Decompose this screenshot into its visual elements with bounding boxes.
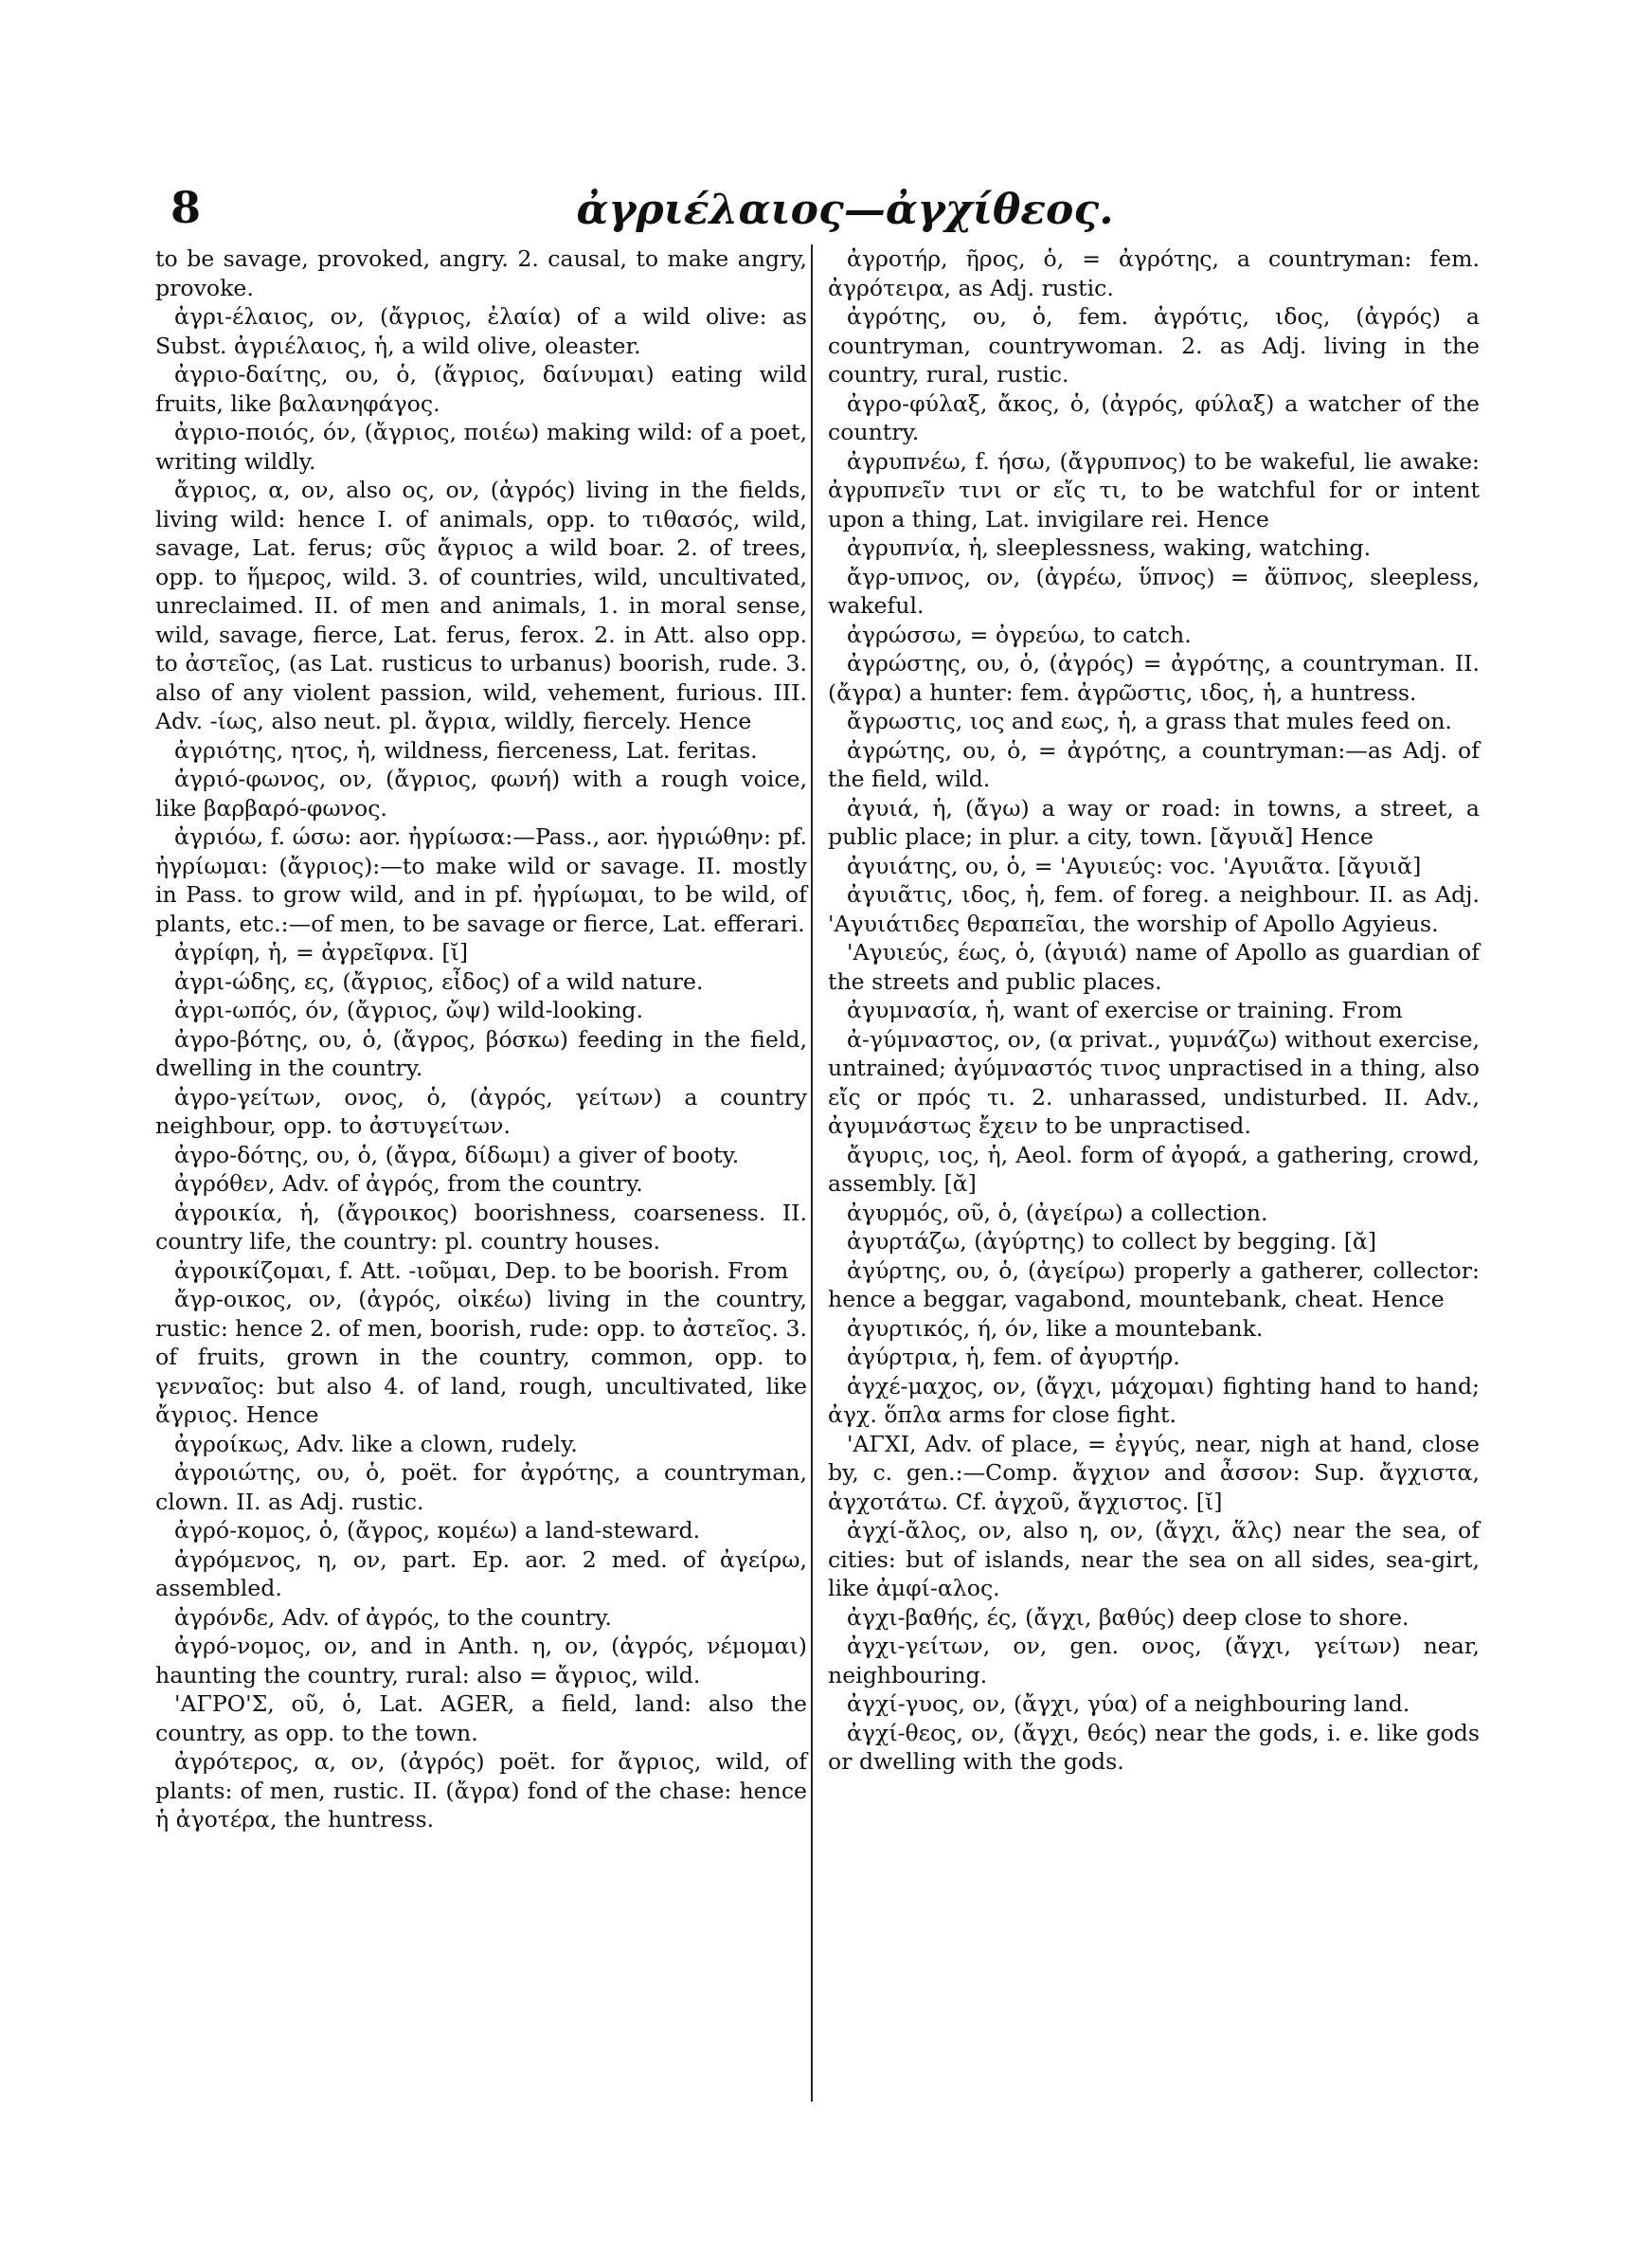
dictionary-entry: ἀγχι-βαθής, ές, (ἄγχι, βαθύς) deep close to shore.: [847, 1603, 1410, 1631]
dictionary-entry: ἀγρο-βότης, ου, ὁ, (ἄγρος, βόσκω) feeding in the field, dwelling in the country.: [155, 1025, 807, 1081]
left-column: [155, 244, 807, 1834]
dictionary-entry: ἀγρώσσω, = ὀγρεύω, to catch.: [847, 621, 1192, 648]
dictionary-entry: ἀγυρτικός, ή, όν, like a mountebank.: [847, 1314, 1264, 1342]
dictionary-entry: ἀγρόμενος, η, ον, part. Ep. aor. 2 med. of ἀγείρω, assembled.: [155, 1545, 807, 1601]
dictionary-entry: ἀγυρμός, οῦ, ὁ, (ἀγείρω) a collection.: [847, 1199, 1268, 1226]
dictionary-entry: ἀγρό-νομος, ον, and in Anth. η, ον, (ἀγρός, νέμομαι) haunting the country, rural: also = ἄγριος, wild.: [155, 1633, 807, 1688]
dictionary-entry: ἀγροιώτης, ου, ὁ, poët. for ἀγρότης, a countryman, clown. II. as Adj. rustic.: [155, 1459, 807, 1515]
dictionary-entry: ἀγριό-φωνος, ον, (ἄγριος, φωνή) with a rough voice, like βαρβαρό-φωνος.: [155, 766, 807, 822]
dictionary-entry: ἀγρι-ώδης, ες, (ἄγριος, εἶδος) of a wild nature.: [174, 967, 704, 995]
dictionary-entry: ἀγρίφη, ἡ, = ἀγρεῖφνα. [ῐ]: [174, 939, 469, 966]
dictionary-entry: ἀγρο-γείτων, ονος, ὁ, (ἀγρός, γείτων) a country neighbour, opp. to ἀστυγείτων.: [155, 1083, 807, 1139]
dictionary-entry: ἀγροτήρ, ῆρος, ὁ, = ἀγρότης, a countryman: fem. ἀγρότειρα, as Adj. rustic.: [828, 245, 1480, 301]
dictionary-entry: ἄγρωστις, ιος and εως, ἡ, a grass that mules feed on.: [847, 708, 1452, 734]
dictionary-entry: ἀγρώτης, ου, ὁ, = ἀγρότης, a countryman:—as Adj. of the field, wild.: [828, 736, 1480, 792]
dictionary-entry: ἀγρό-κομος, ὁ, (ἄγρος, κομέω) a land-steward.: [174, 1517, 701, 1544]
dictionary-entry: ἀγροίκως, Adv. like a clown, rudely.: [174, 1430, 578, 1457]
dictionary-entry: ἀγχί-γυος, ον, (ἄγχι, γύα) of a neighbouring land.: [847, 1690, 1410, 1717]
dictionary-entry: ἀγχι-γείτων, ον, gen. ονος, (ἄγχι, γείτων) near, neighbouring.: [828, 1633, 1480, 1688]
dictionary-entry: ἀγχέ-μαχος, ον, (ἄγχι, μάχομαι) fighting hand to hand; ἀγχ. ὅπλα arms for close fight.: [828, 1372, 1480, 1428]
dictionary-entry: ἀγχί-ἄλος, ον, also η, ον, (ἄγχι, ἅλς) near the sea, of cities: but of islands, near the sea on all sides, sea-girt, like ἀμφί-αλος.: [828, 1517, 1480, 1601]
dictionary-entry: ἀγρόθεν, Adv. of ἀγρός, from the country.: [174, 1170, 643, 1197]
dictionary-entry: ἀγριότης, ητος, ἡ, wildness, fierceness, Lat. feritas.: [174, 736, 758, 764]
dictionary-entry: ἀγύρτης, ου, ὁ, (ἀγείρω) properly a gatherer, collector: hence a beggar, vagabond, mountebank, cheat. Hence: [828, 1256, 1480, 1312]
right-column: [828, 244, 1480, 1777]
dictionary-entry: ἀγυρτάζω, (ἀγύρτης) to collect by begging. [ᾰ]: [847, 1228, 1377, 1255]
dictionary-entry: ἀγύρτρια, ἡ, fem. of ἀγυρτήρ.: [847, 1344, 1180, 1370]
dictionary-entry: ἀγρυπνία, ἡ, sleeplessness, waking, watching.: [847, 534, 1372, 561]
dictionary-entry: ἀγρότερος, α, ον, (ἀγρός) poët. for ἄγριος, wild, of plants: of men, rustic. II. (ἄγρα) fond of the chase: hence ἡ ἀγοτέρα, the huntress.: [155, 1748, 807, 1833]
dictionary-entry: ἀγρο-δότης, ου, ὁ, (ἄγρα, δίδωμι) a giver of booty.: [174, 1141, 740, 1168]
dictionary-entry: ἀγρι-έλαιος, ον, (ἄγριος, ἐλαία) of a wild olive: as Subst. ἀγριέλαιος, ἡ, a wild olive, oleaster.: [155, 303, 807, 359]
dictionary-entry: ἀ-γύμναστος, ον, (α privat., γυμνάζω) without exercise, untrained; ἀγύμναστός τινος unpractised in a thing, also εἴς or πρός τι. 2. unharassed, undisturbed. II. Adv., ἀγυμνάστως ἔχειν to be unpractised.: [828, 1025, 1480, 1139]
dictionary-entry: ἀγρι-ωπός, όν, (ἄγριος, ὤψ) wild-looking.: [174, 997, 644, 1023]
dictionary-entry: ἀγχί-θεος, ον, (ἄγχι, θεός) near the gods, i. e. like gods or dwelling with the gods.: [828, 1719, 1480, 1775]
dictionary-entry: ἄγυρις, ιος, ἡ, Aeol. form of ἀγορά, a gathering, crowd, assembly. [ᾰ]: [828, 1141, 1480, 1197]
dictionary-entry: ἀγροικίζομαι, f. Att. -ιοῦμαι, Dep. to be boorish. From: [174, 1256, 789, 1284]
dictionary-entry: ἀγριο-δαίτης, ου, ὁ, (ἄγριος, δαίνυμαι) eating wild fruits, like βαλανηφάγος.: [155, 361, 807, 417]
dictionary-entry: ἀγρο-φύλαξ, ἄκος, ὁ, (ἀγρός, φύλαξ) a watcher of the country.: [828, 389, 1480, 445]
dictionary-entry: ἀγριο-ποιός, όν, (ἄγριος, ποιέω) making wild: of a poet, writing wildly.: [155, 419, 807, 475]
dictionary-entry: ἀγροικία, ἡ, (ἄγροικος) boorishness, coarseness. II. country life, the country: pl. country houses.: [155, 1199, 807, 1255]
dictionary-entry: to be savage, provoked, angry. 2. causal, to make angry, provoke.: [155, 245, 807, 301]
dictionary-entry: ἀγυμνασία, ἡ, want of exercise or training. From: [847, 997, 1403, 1023]
dictionary-entry: 'Αγυιεύς, έως, ὁ, (ἀγυιά) name of Apollo as guardian of the streets and public places.: [828, 939, 1480, 995]
dictionary-entry: ἀγριόω, f. ώσω: aor. ἠγρίωσα:—Pass., aor. ἠγριώθην: pf. ἠγρίωμαι: (ἄγριος):—to make wild or savage. II. mostly in Pass. to grow wild, and in pf. ἠγρίωμαι, to be wild, of plants, etc.:—of men, to be savage or fierce, Lat. efferari.: [155, 823, 807, 937]
dictionary-entry: ἀγρυπνέω, f. ήσω, (ἄγρυπνος) to be wakeful, lie awake: ἀγρυπνεῖν τινι or εἴς τι, to be watchful for or intent upon a thing, Lat. invigilare rei. Hence: [828, 447, 1480, 533]
dictionary-entry: ἀγρόνδε, Adv. of ἀγρός, to the country.: [174, 1603, 612, 1631]
dictionary-entry: 'ΑΓΡΟ'Σ, οῦ, ὁ, Lat. AGER, a field, land: also the country, as opp. to the town.: [155, 1690, 807, 1746]
dictionary-entry: ἀγρότης, ου, ὁ, fem. ἀγρότις, ιδος, (ἀγρός) a countryman, countrywoman. 2. as Adj. living in the country, rural, rustic.: [828, 303, 1480, 388]
dictionary-entry: ἄγριος, α, ον, also ος, ον, (ἀγρός) living in the fields, living wild: hence I. of animals, opp. to τιθασός, wild, savage, Lat. ferus; σῦς ἄγριος a wild boar. 2. of trees, opp. to ἥμερος, wild. 3. of countries, wild, uncultivated, unreclaimed. II. of men and animals, 1. in moral sense, wild, savage, fierce, Lat. ferus, ferox. 2. in Att. also opp. to ἀστεῖος, (as Lat. rusticus to urbanus) boorish, rude. 3. also of any violent passion, wild, vehement, furious. III. Adv. -ίως, also neut. pl. ἄγρια, wildly, fiercely. Hence: [155, 477, 807, 734]
page-number: 8: [171, 182, 202, 233]
dictionary-entry: 'ΑΓΧΙ, Adv. of place, = ἐγγύς, near, nigh at hand, close by, c. gen.:—Comp. ἄγχιον and ἆσσον: Sup. ἄγχιστα, ἀγχοτάτω. Cf. ἀγχοῦ, ἄγχιστος. [ῐ]: [828, 1430, 1480, 1515]
column-divider: [811, 244, 813, 2102]
dictionary-entry: ἄγρ-υπνος, ον, (ἀγρέω, ὕπνος) = ἄϋπνος, sleepless, wakeful.: [828, 563, 1480, 619]
running-head-title: ἀγριέλαιος—ἀγχίθεος.: [576, 186, 1114, 234]
dictionary-entry: ἀγυιάτης, ου, ὁ, = 'Αγυιεύς: voc. 'Αγυιᾶτα. [ᾰγυιᾰ]: [847, 852, 1422, 879]
dictionary-entry: ἀγρώστης, ου, ὁ, (ἀγρός) = ἀγρότης, a countryman. II. (ἄγρα) a hunter: fem. ἀγρῶστις, ιδος, ἡ, a huntress.: [828, 650, 1480, 706]
dictionary-entry: ἀγυιά, ἡ, (ἄγω) a way or road: in towns, a street, a public place; in plur. a city, town. [ᾰγυιᾰ] Hence: [828, 794, 1480, 850]
running-head: [0, 186, 1652, 234]
dictionary-entry: ἀγυιᾶτις, ιδος, ἡ, fem. of foreg. a neighbour. II. as Adj. 'Αγυιάτιδες θεραπεῖαι, the worship of Apollo Agyieus.: [828, 881, 1480, 937]
dictionary-entry: ἄγρ-οικος, ον, (ἀγρός, οἰκέω) living in the country, rustic: hence 2. of men, boorish, rude: opp. to ἀστεῖος. 3. of fruits, grown in the country, common, opp. to γενναῖος: but also 4. of land, rough, uncultivated, like ἄγριος. Hence: [155, 1286, 807, 1428]
